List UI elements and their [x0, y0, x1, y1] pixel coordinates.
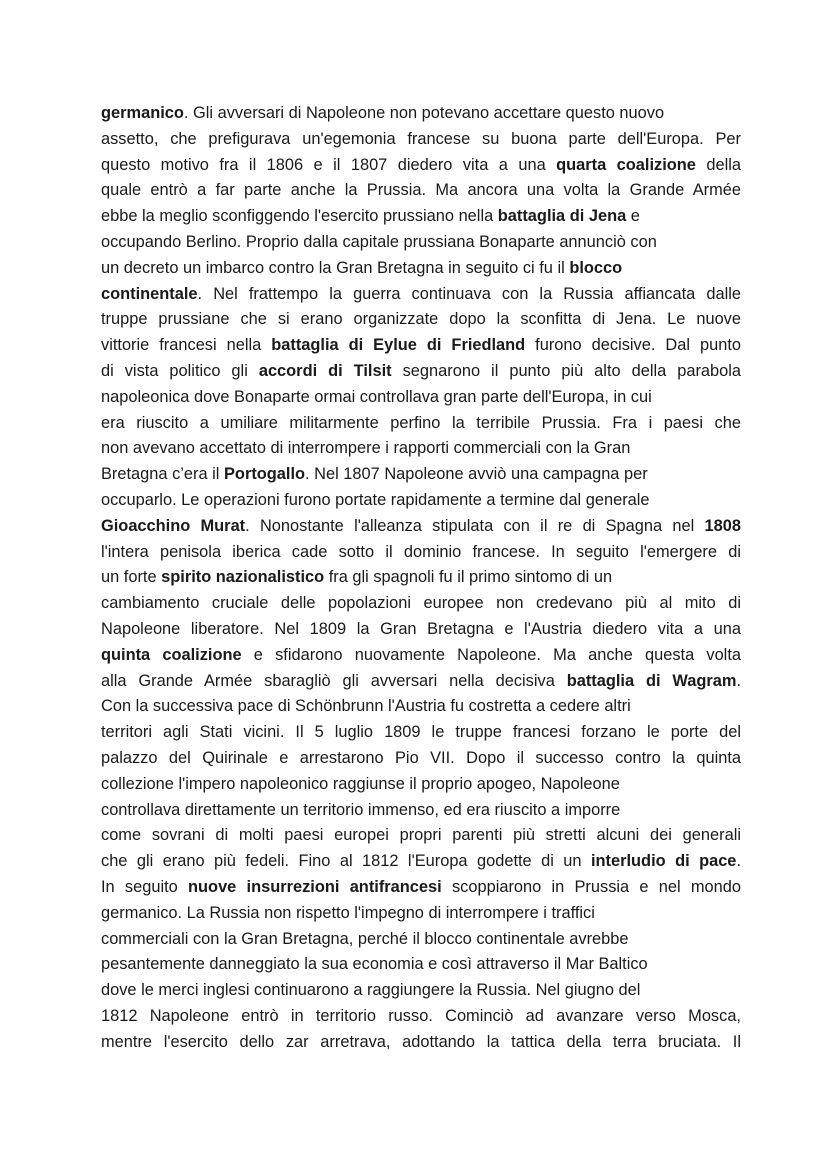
text-line	[101, 798, 741, 824]
text-run: fra gli spagnoli fu il primo sintomo di un	[324, 568, 613, 587]
text-line	[101, 230, 741, 256]
text-line	[101, 204, 741, 230]
text-line	[101, 256, 741, 282]
text-line	[101, 101, 741, 127]
bold-text: blocco	[569, 258, 623, 277]
text-line	[101, 436, 741, 462]
text-line	[101, 978, 741, 1004]
text-run: Napoleone liberatore. Nel 1809 la Gran Bretagna e l'Austria diedero vita a una	[101, 619, 741, 638]
text-run: controllava direttamente un territorio immenso, ed era riuscito a imporre	[101, 800, 621, 819]
text-run: occuparlo. Le operazioni furono portate rapidamente a termine dal generale	[101, 490, 650, 509]
bold-text: 1808	[704, 516, 741, 535]
body-text	[101, 101, 741, 1055]
text-run: commerciali con la Gran Bretagna, perché il blocco continentale avrebbe	[101, 929, 629, 948]
text-line	[101, 540, 741, 566]
text-line	[101, 875, 741, 901]
text-run: . Nel frattempo la guerra continuava con la Russia affiancata dalle	[197, 284, 741, 303]
bold-text: battaglia di Eylue di Friedland	[271, 336, 526, 355]
text-run: territori agli Stati vicini. Il 5 luglio 1809 le truppe francesi forzano le porte del	[101, 723, 741, 742]
text-run: .	[736, 852, 741, 871]
bold-text: continentale	[101, 284, 198, 303]
text-line	[101, 127, 741, 153]
text-run: dove le merci inglesi continuarono a raggiungere la Russia. Nel giugno del	[101, 981, 641, 1000]
text-run: assetto, che prefigurava un'egemonia francese su buona parte dell'Europa. Per	[101, 129, 741, 148]
bold-text: quarta coalizione	[556, 155, 696, 174]
text-run: In seguito	[101, 877, 189, 896]
text-run: palazzo del Quirinale e arrestarono Pio VII. Dopo il successo contro la quinta	[101, 748, 741, 767]
text-line	[101, 411, 741, 437]
text-run: segnarono il punto più alto della parabola	[391, 361, 742, 380]
text-line	[101, 849, 741, 875]
text-line	[101, 282, 741, 308]
text-run: scoppiarono in Prussia e nel mondo	[441, 877, 742, 896]
text-run: . Gli avversari di Napoleone non potevano accettare questo nuovo	[183, 104, 665, 122]
bold-text: quinta coalizione	[101, 645, 242, 664]
text-line	[101, 772, 741, 798]
text-line	[101, 669, 741, 695]
text-line	[101, 153, 741, 179]
bold-text: spirito nazionalistico	[161, 568, 325, 587]
text-run: germanico. La Russia non rispetto l'impegno di interrompere i traffici	[101, 903, 595, 922]
text-run: che gli erano più fedeli. Fino al 1812 l'Europa godette di un	[101, 852, 591, 871]
text-line	[101, 514, 741, 540]
text-run: un decreto un imbarco contro la Gran Bretagna in seguito ci fu il	[101, 258, 570, 277]
text-run: un forte	[101, 568, 162, 587]
text-run: non avevano accettato di interrompere i rapporti commerciali con la Gran	[101, 439, 631, 458]
bold-text: interludio di pace	[590, 852, 737, 871]
text-run: Bretagna c’era il	[101, 465, 224, 484]
text-run: era riuscito a umiliare militarmente perfino la terribile Prussia. Fra i paesi che	[101, 413, 741, 432]
text-run: e sfidarono nuovamente Napoleone. Ma anche questa volta	[241, 645, 741, 664]
bold-text: battaglia di Wagram	[566, 671, 737, 690]
text-run: alla Grande Armée sbaragliò gli avversari nella decisiva	[101, 671, 567, 690]
text-line	[101, 643, 741, 669]
text-run: napoleonica dove Bonaparte ormai controllava gran parte dell'Europa, in cui	[101, 387, 652, 406]
text-run: questo motivo fra il 1806 e il 1807 diedero vita a una	[101, 155, 557, 174]
text-run: truppe prussiane che si erano organizzate dopo la sconfitta di Jena. Le nuove	[101, 310, 741, 329]
text-line	[101, 385, 741, 411]
text-run: 1812 Napoleone entrò in territorio russo. Cominciò ad avanzare verso Mosca,	[101, 1006, 741, 1025]
bold-text: Portogallo	[224, 465, 306, 484]
bold-text: accordi di Tilsit	[258, 361, 392, 380]
text-line	[101, 694, 741, 720]
text-run: furono decisive. Dal punto	[525, 336, 741, 355]
text-run: . Nel 1807 Napoleone avviò una campagna per	[305, 465, 648, 484]
text-run: collezione l'impero napoleonico raggiunse il proprio apogeo, Napoleone	[101, 774, 620, 793]
text-run: e	[626, 207, 640, 226]
text-line	[101, 952, 741, 978]
text-line	[101, 617, 741, 643]
text-line	[101, 1004, 741, 1030]
text-line	[101, 927, 741, 953]
bold-text: nuove insurrezioni antifrancesi	[188, 877, 442, 896]
text-run: l'intera penisola iberica cade sotto il dominio francese. In seguito l'emergere di	[101, 542, 741, 561]
text-line	[101, 746, 741, 772]
text-line	[101, 720, 741, 746]
text-run: vittorie francesi nella	[101, 336, 272, 355]
text-line	[101, 1030, 741, 1056]
bold-text: germanico	[101, 104, 184, 122]
text-run: come sovrani di molti paesi europei propri parenti più stretti alcuni dei generali	[101, 826, 741, 845]
bold-text: battaglia di Jena	[497, 207, 627, 226]
text-run: ebbe la meglio sconfiggendo l'esercito prussiano nella	[101, 207, 498, 226]
text-line	[101, 488, 741, 514]
text-run: cambiamento cruciale delle popolazioni europee non credevano più al mito di	[101, 594, 741, 613]
document-page	[101, 101, 741, 1055]
text-line	[101, 178, 741, 204]
text-run: . Nonostante l'alleanza stipulata con il re di Spagna nel	[245, 516, 705, 535]
text-run: mentre l'esercito dello zar arretrava, adottando la tattica della terra bruciata. Il	[101, 1032, 741, 1051]
text-run: quale entrò a far parte anche la Prussia. Ma ancora una volta la Grande Armée	[101, 181, 741, 200]
text-line	[101, 823, 741, 849]
text-line	[101, 359, 741, 385]
text-run: Con la successiva pace di Schönbrunn l'Austria fu costretta a cedere altri	[101, 697, 631, 716]
text-run: occupando Berlino. Proprio dalla capitale prussiana Bonaparte annunciò con	[101, 232, 657, 251]
text-line	[101, 307, 741, 333]
text-line	[101, 901, 741, 927]
text-run: pesantemente danneggiato la sua economia e così attraverso il Mar Baltico	[101, 955, 648, 974]
bold-text: Gioacchino Murat	[101, 516, 246, 535]
text-line	[101, 565, 741, 591]
text-run: di vista politico gli	[101, 361, 259, 380]
text-run: della	[695, 155, 741, 174]
text-run: .	[736, 671, 741, 690]
text-line	[101, 591, 741, 617]
text-line	[101, 462, 741, 488]
text-line	[101, 333, 741, 359]
